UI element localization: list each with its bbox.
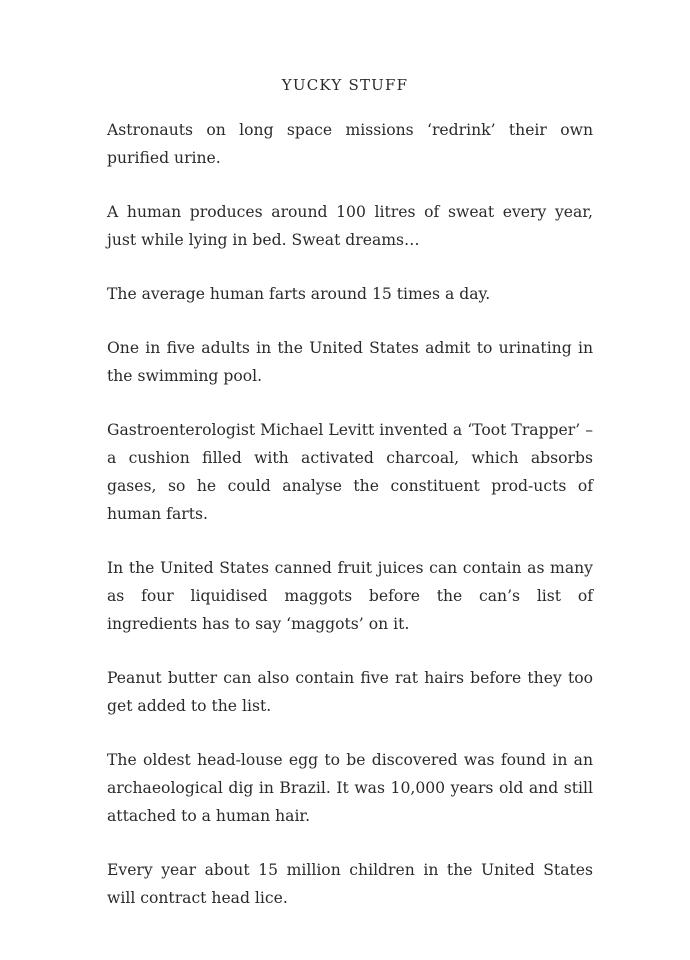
fact-paragraph: Astronauts on long space missions ‘redrink’ their own purified urine.: [107, 121, 593, 167]
facts-list: [107, 116, 593, 938]
fact-paragraph: The oldest head-louse egg to be discovered was found in an archaeological dig in Brazil. It was 10,000 years old and still attached to a human hair.: [107, 751, 593, 825]
fact-paragraph: A human produces around 100 litres of sweat every year, just while lying in bed. Sweat dreams…: [107, 203, 593, 249]
fact-paragraph: Peanut butter can also contain five rat hairs before they too get added to the list.: [107, 669, 593, 715]
fact-paragraph: One in five adults in the United States admit to urinating in the swimming pool.: [107, 339, 593, 385]
fact-paragraph: Every year about 15 million children in the United States will contract head lice.: [107, 861, 593, 907]
fact-paragraph: Gastroenterologist Michael Levitt invented a ‘Toot Trapper’ – a cushion filled with activated charcoal, which absorbs gases, so he could analyse the constituent prod-ucts of human farts.: [107, 421, 593, 523]
fact-paragraph: The average human farts around 15 times a day.: [107, 285, 491, 303]
fact-paragraph: In the United States canned fruit juices can contain as many as four liquidised maggots before the can’s list of ingredients has to say ‘maggots’ on it.: [107, 559, 593, 633]
page-title: YUCKY STUFF: [281, 76, 409, 94]
